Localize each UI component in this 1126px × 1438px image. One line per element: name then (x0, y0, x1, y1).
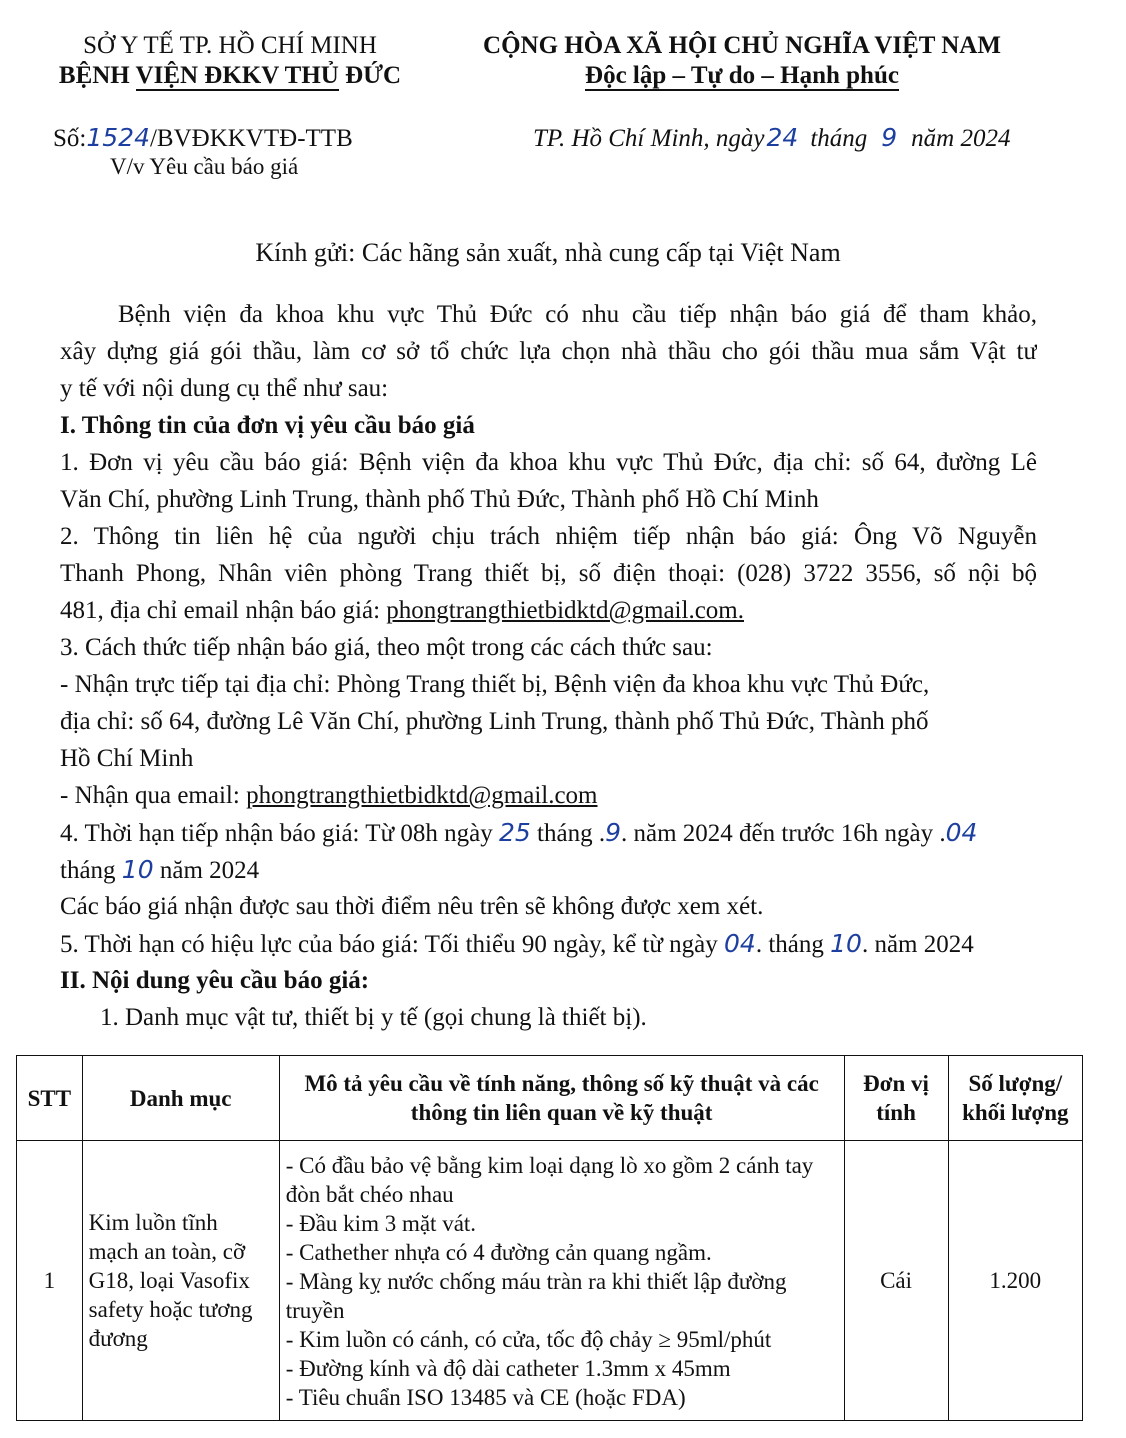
item-4-line-2 (60, 851, 1037, 888)
hospital-prefix: BỆNH (58, 62, 136, 89)
intro-line-2: xây dựng giá gói thầu, làm cơ sở tổ chức lựa chọn nhà thầu cho gói thầu mua sắm Vật tư (60, 338, 1037, 365)
section-2-title: II. Nội dung yêu cầu báo giá: (60, 967, 370, 994)
desc-line-7: - Tiêu chuẩn ISO 13485 và CE (hoặc FDA) (285, 1385, 686, 1410)
item-4-part-a: 4. Thời hạn tiếp nhận báo giá: Từ 08h ngày (60, 820, 499, 847)
item-2-line-3 (60, 592, 1037, 629)
doc-no-suffix: /BVĐKKVTĐ-TTB (149, 125, 353, 152)
header-unit: Đơn vị tính (844, 1056, 948, 1141)
salutation: Kính gửi: Các hãng sản xuất, nhà cung cấp tại Việt Nam (255, 238, 841, 267)
contact-email-link[interactable]: phongtrangthietbidktd@gmail.com. (386, 597, 744, 624)
item-3-line-4: Hồ Chí Minh (60, 745, 194, 772)
section-1-title: I. Thông tin của đơn vị yêu cầu báo giá (60, 412, 475, 439)
motto (440, 59, 1044, 92)
item-5-part-b: . tháng (755, 931, 831, 958)
desc-line-1: - Có đầu bảo vệ bằng kim loại dạng lò xo gồm 2 cánh tay đòn bắt chéo nhau (285, 1153, 814, 1207)
section-2-sub-1: 1. Danh mục vật tư, thiết bị y tế (gọi chung là thiết bị). (100, 1004, 647, 1031)
hospital-name (40, 59, 420, 92)
item-4-day2-handwritten: 04 (945, 818, 978, 847)
item-5-part-a: 5. Thời hạn có hiệu lực của báo giá: Tối thiểu 90 ngày, kể từ ngày (60, 931, 725, 958)
doc-no-label: Số: (53, 125, 87, 152)
item-4-part-b: tháng . (530, 820, 606, 847)
date-month-handwritten: 9 (881, 123, 898, 152)
intro-line-3: y tế với nội dung cụ thể như sau: (60, 375, 389, 402)
header-item: Danh mục (82, 1056, 279, 1141)
subject-line: V/v Yêu cầu báo giá (110, 154, 299, 179)
desc-line-3: - Cathether nhựa có 4 đường cản quang ngầm. (285, 1240, 712, 1265)
header-quantity: Số lượng/ khối lượng (948, 1056, 1082, 1141)
hospital-underlined: VIỆN ĐKKV THỦ (135, 62, 339, 89)
cell-description (279, 1141, 844, 1421)
item-4-month1-handwritten: 9 (605, 818, 621, 847)
republic-title: CỘNG HÒA XÃ HỘI CHỦ NGHĨA VIỆT NAM (483, 32, 1001, 59)
item-3-line-3: địa chỉ: số 64, đường Lê Văn Chí, phường Linh Trung, thành phố Thủ Đức, Thành phố (60, 708, 929, 735)
item-4-part-d: tháng (60, 857, 122, 884)
item-3-line-1: 3. Cách thức tiếp nhận báo giá, theo một trong các cách thức sau: (60, 634, 713, 661)
desc-line-2: - Đầu kim 3 mặt vát. (285, 1211, 477, 1236)
cell-stt: 1 (17, 1141, 83, 1421)
intro-line-1: Bệnh viện đa khoa khu vực Thủ Đức có nhu cầu tiếp nhận báo giá để tham khảo, (118, 301, 1037, 328)
item-3-line-2: - Nhận trực tiếp tại địa chỉ: Phòng Trang thiết bị, Bệnh viện đa khoa khu vực Thủ Đức, (60, 671, 930, 698)
date-year: năm 2024 (911, 125, 1011, 152)
doc-no-handwritten: 1524 (86, 123, 150, 152)
date-month-label: tháng (810, 125, 868, 152)
header-description: Mô tả yêu cầu về tính năng, thông số kỹ thuật và các thông tin liên quan về kỹ thuật (279, 1056, 844, 1141)
document-date (533, 121, 1010, 155)
item-4-part-e: năm 2024 (153, 857, 260, 884)
item-3-email-label: - Nhận qua email: (60, 782, 247, 809)
cell-unit: Cái (844, 1141, 948, 1421)
item-5-day-handwritten: 04 (724, 929, 756, 958)
table-row (17, 1141, 1083, 1421)
submission-email-link[interactable]: phongtrangthietbidktd@gmail.com (246, 782, 598, 809)
item-4-month2-handwritten: 10 (121, 855, 154, 884)
item-5-month-handwritten: 10 (830, 929, 862, 958)
item-2-line-1: 2. Thông tin liên hệ của người chịu trách nhiệm tiếp nhận báo giá: Ông Võ Nguyễn (60, 523, 1037, 550)
header-stt: STT (17, 1056, 83, 1141)
requirements-table (16, 1055, 1083, 1421)
item-2-email-label: 481, địa chỉ email nhận báo giá: (60, 597, 387, 624)
late-submission-note: Các báo giá nhận được sau thời điểm nêu trên sẽ không được xem xét. (60, 893, 764, 920)
item-5-line (60, 925, 1037, 962)
desc-line-5: - Kim luồn có cánh, có cửa, tốc độ chảy ≥ 95ml/phút (285, 1327, 772, 1352)
date-place: TP. Hồ Chí Minh, ngày (533, 125, 765, 152)
desc-line-6: - Đường kính và độ dài catheter 1.3mm x 45mm (285, 1356, 731, 1381)
date-day-handwritten: 24 (766, 123, 799, 152)
desc-line-4: - Màng kỵ nước chống máu tràn ra khi thiết lập đường truyền (285, 1269, 787, 1323)
item-3-email-line (60, 777, 1037, 814)
cell-item: Kim luồn tĩnh mạch an toàn, cỡ G18, loại Vasofix safety hoặc tương đương (82, 1141, 279, 1421)
department-line: SỞ Y TẾ TP. HỒ CHÍ MINH (83, 32, 377, 59)
cell-quantity: 1.200 (948, 1141, 1082, 1421)
item-1-line-1: 1. Đơn vị yêu cầu báo giá: Bệnh viện đa khoa khu vực Thủ Đức, địa chỉ: số 64, đường Lê (60, 449, 1037, 476)
item-4-line-1 (60, 814, 1037, 851)
item-2-line-2: Thanh Phong, Nhân viên phòng Trang thiết bị, số điện thoại: (028) 3722 3556, số nội bộ (60, 560, 1037, 587)
item-5-part-c: . năm 2024 (861, 931, 974, 958)
motto-text: Độc lập – Tự do – Hạnh phúc (585, 62, 899, 89)
item-4-day1-handwritten: 25 (498, 818, 531, 847)
table-header-row (17, 1056, 1083, 1141)
hospital-suffix: ĐỨC (338, 62, 402, 89)
item-4-part-c: . năm 2024 đến trước 16h ngày . (620, 820, 946, 847)
item-1-line-2: Văn Chí, phường Linh Trung, thành phố Thủ Đức, Thành phố Hồ Chí Minh (60, 486, 819, 513)
body-content (60, 296, 1037, 1036)
